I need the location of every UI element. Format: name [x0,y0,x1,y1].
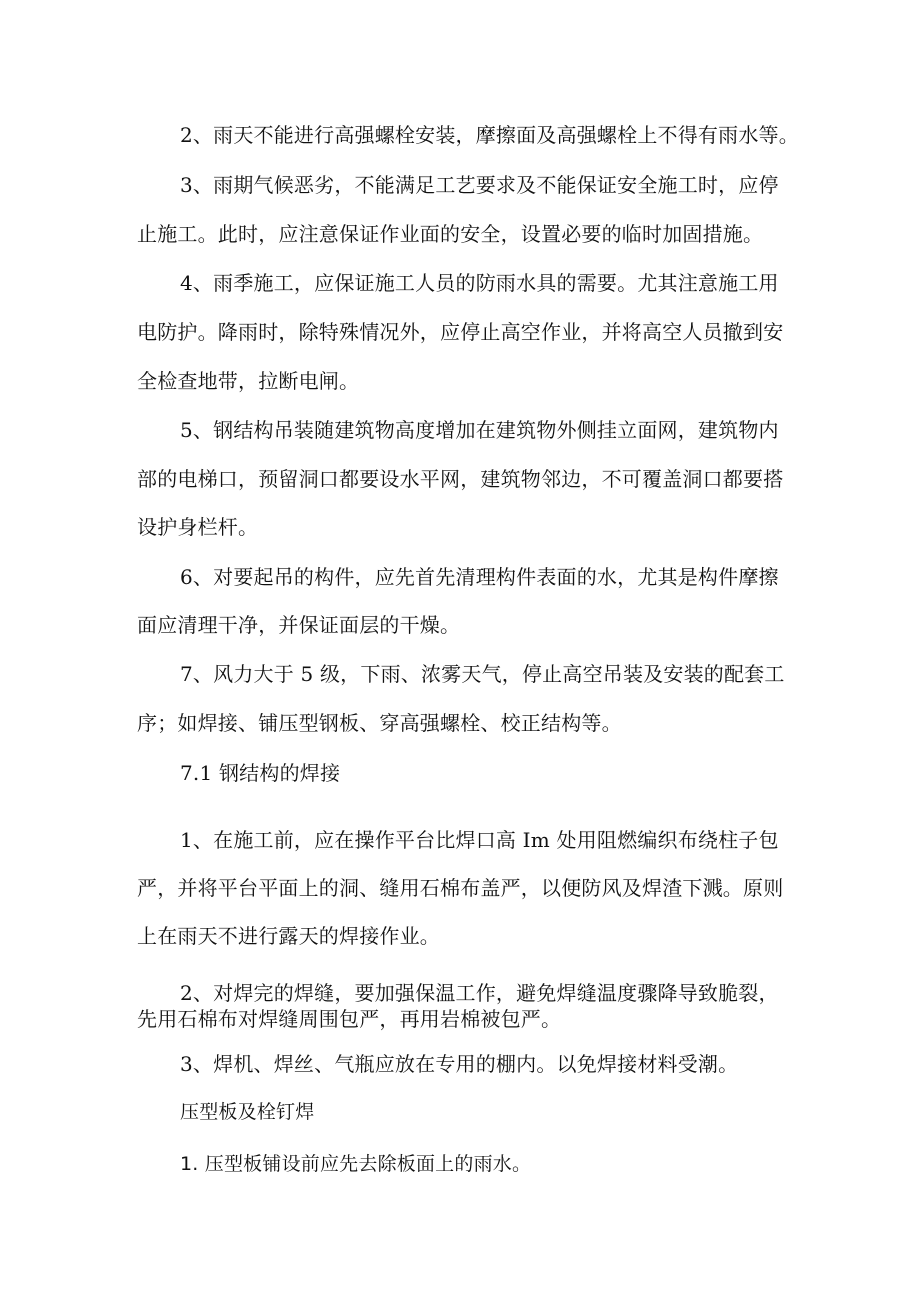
paragraph-5-line-1: 5、钢结构吊装随建筑物高度增加在建筑物外侧挂立面网，建筑物内 [180,418,779,442]
paragraph-5-line-3: 设护身栏杆。 [137,515,259,539]
paragraph-2-line-1: 2、雨天不能进行高强螺栓安装，摩擦面及高强螺栓上不得有雨水等。 [180,123,799,147]
section-heading: 7.1 钢结构的焊接 [180,761,341,785]
welding-paragraph-1-line-1: 1、在施工前，应在操作平台比焊口高 Im 处用阻燃编织布绕柱子包 [180,828,779,852]
paragraph-4-line-1: 4、雨季施工，应保证施工人员的防雨水具的需要。尤其注意施工用 [180,271,779,295]
paragraph-5-line-2: 部的电梯口，预留洞口都要设水平网，建筑物邻边，不可覆盖洞口都要搭 [137,467,784,491]
paragraph-3-line-1: 3、雨期气候恶劣，不能满足工艺要求及不能保证安全施工时，应停 [180,173,779,197]
list-item-1: 1. 压型板铺设前应先去除板面上的雨水。 [180,1153,532,1175]
paragraph-4-line-2: 电防护。降雨时，除特殊情况外，应停止高空作业，并将高空人员撤到安 [137,320,784,344]
welding-paragraph-2-line-1: 2、对焊完的焊缝，要加强保温工作，避免焊缝温度骤降导致脆裂， [180,981,779,1005]
paragraph-3-line-2: 止施工。此时，应注意保证作业面的安全，设置必要的临时加固措施。 [137,222,764,246]
welding-paragraph-1-line-2: 严，并将平台平面上的洞、缝用石棉布盖严，以便防风及焊渣下溅。原则 [137,876,784,900]
welding-paragraph-1-line-3: 上在雨天不进行露天的焊接作业。 [137,924,440,948]
welding-paragraph-2-line-2: 先用石棉布对焊缝周围包严，再用岩棉被包严。 [137,1007,562,1031]
paragraph-6-line-1: 6、对要起吊的构件，应先首先清理构件表面的水，尤其是构件摩擦 [180,565,779,589]
subheading: 压型板及栓钉焊 [180,1101,315,1123]
welding-paragraph-3-line-1: 3、焊机、焊丝、气瓶应放在专用的棚内。以免焊接材料受潮。 [180,1052,739,1076]
paragraph-7-line-1: 7、风力大于 5 级，下雨、浓雾天气，停止高空吊装及安装的配套工 [180,662,785,686]
paragraph-7-line-2: 序；如焊接、铺压型钢板、穿高强螺栓、校正结构等。 [137,711,622,735]
paragraph-6-line-2: 面应清理干净，并保证面层的干燥。 [137,613,461,637]
paragraph-4-line-3: 全检查地带，拉断电闸。 [137,369,360,393]
